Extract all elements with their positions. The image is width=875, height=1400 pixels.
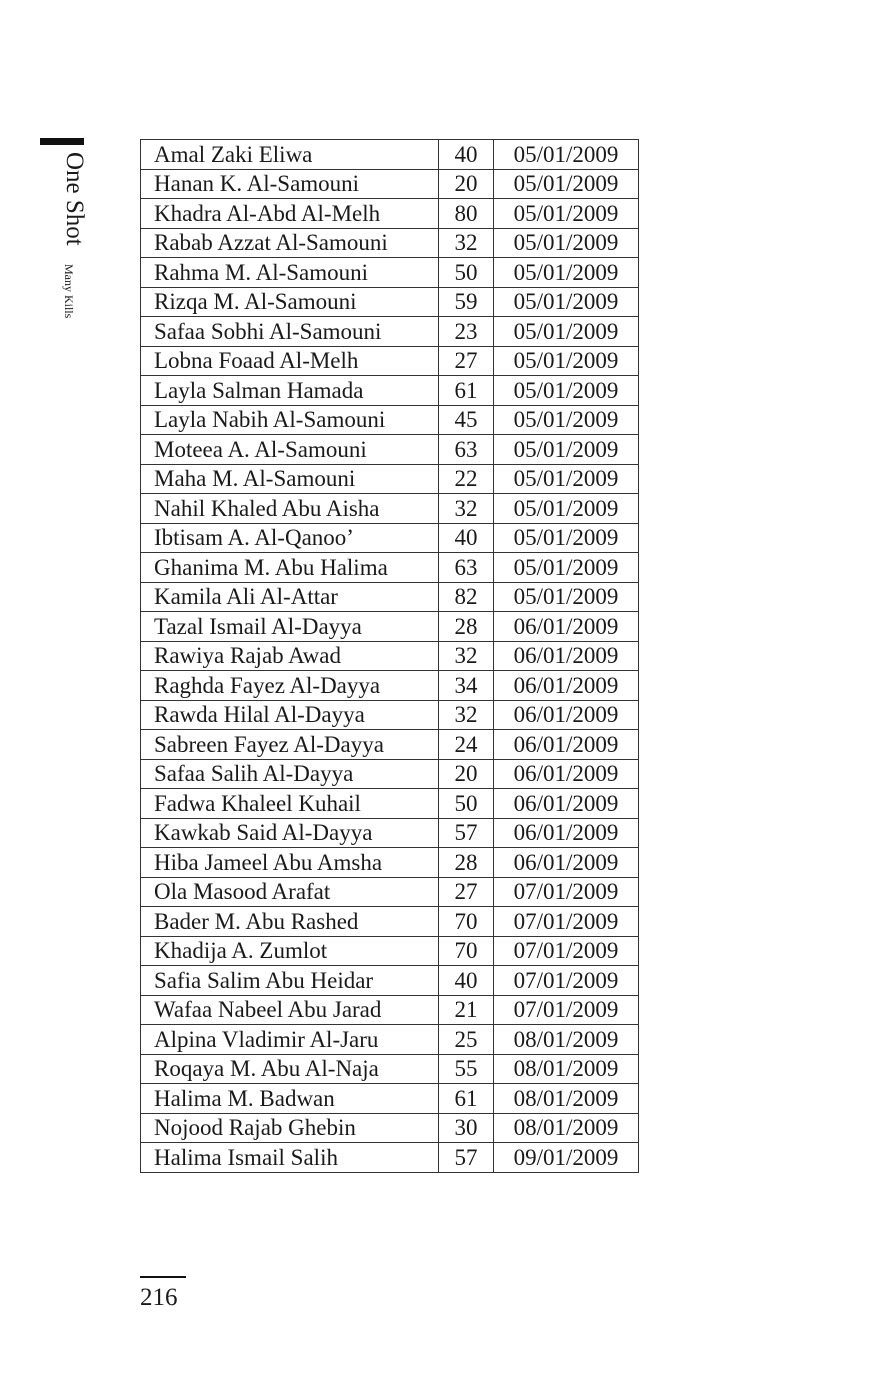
name-cell: Halima Ismail Salih bbox=[141, 1143, 439, 1173]
name-cell: Sabreen Fayez Al-Dayya bbox=[141, 730, 439, 760]
age-cell: 28 bbox=[439, 848, 494, 878]
running-head-subtitle: Many Kills bbox=[62, 264, 76, 319]
date-cell: 08/01/2009 bbox=[494, 1054, 639, 1084]
table-row bbox=[141, 553, 639, 583]
name-cell: Khadija A. Zumlot bbox=[141, 936, 439, 966]
date-cell: 07/01/2009 bbox=[494, 907, 639, 937]
age-cell: 70 bbox=[439, 936, 494, 966]
date-cell: 06/01/2009 bbox=[494, 818, 639, 848]
date-cell: 05/01/2009 bbox=[494, 523, 639, 553]
name-cell: Rahma M. Al-Samouni bbox=[141, 258, 439, 288]
name-cell: Rabab Azzat Al-Samouni bbox=[141, 228, 439, 258]
age-cell: 25 bbox=[439, 1025, 494, 1055]
table-row bbox=[141, 641, 639, 671]
table-row bbox=[141, 730, 639, 760]
victims-table bbox=[140, 139, 639, 1173]
table-row bbox=[141, 376, 639, 406]
name-cell: Kamila Ali Al-Attar bbox=[141, 582, 439, 612]
age-cell: 57 bbox=[439, 1143, 494, 1173]
age-cell: 28 bbox=[439, 612, 494, 642]
table-row bbox=[141, 169, 639, 199]
table-row bbox=[141, 759, 639, 789]
table-row bbox=[141, 848, 639, 878]
age-cell: 32 bbox=[439, 228, 494, 258]
date-cell: 05/01/2009 bbox=[494, 287, 639, 317]
name-cell: Ibtisam A. Al-Qanoo’ bbox=[141, 523, 439, 553]
age-cell: 61 bbox=[439, 1084, 494, 1114]
name-cell: Amal Zaki Eliwa bbox=[141, 140, 439, 170]
name-cell: Nahil Khaled Abu Aisha bbox=[141, 494, 439, 524]
age-cell: 32 bbox=[439, 494, 494, 524]
age-cell: 63 bbox=[439, 553, 494, 583]
name-cell: Lobna Foaad Al-Melh bbox=[141, 346, 439, 376]
table-row bbox=[141, 1025, 639, 1055]
name-cell: Halima M. Badwan bbox=[141, 1084, 439, 1114]
running-head-bar bbox=[40, 138, 84, 145]
name-cell: Safaa Salih Al-Dayya bbox=[141, 759, 439, 789]
page-number-rule bbox=[140, 1276, 186, 1278]
table-row bbox=[141, 700, 639, 730]
age-cell: 40 bbox=[439, 140, 494, 170]
table-row bbox=[141, 405, 639, 435]
age-cell: 27 bbox=[439, 877, 494, 907]
date-cell: 05/01/2009 bbox=[494, 405, 639, 435]
age-cell: 22 bbox=[439, 464, 494, 494]
table-row bbox=[141, 494, 639, 524]
running-head-title: One Shot bbox=[61, 152, 88, 246]
age-cell: 30 bbox=[439, 1113, 494, 1143]
age-cell: 20 bbox=[439, 759, 494, 789]
age-cell: 45 bbox=[439, 405, 494, 435]
age-cell: 50 bbox=[439, 258, 494, 288]
date-cell: 07/01/2009 bbox=[494, 877, 639, 907]
table-row bbox=[141, 464, 639, 494]
date-cell: 07/01/2009 bbox=[494, 995, 639, 1025]
name-cell: Layla Salman Hamada bbox=[141, 376, 439, 406]
date-cell: 08/01/2009 bbox=[494, 1084, 639, 1114]
table-row bbox=[141, 199, 639, 229]
date-cell: 06/01/2009 bbox=[494, 671, 639, 701]
date-cell: 06/01/2009 bbox=[494, 700, 639, 730]
table-row bbox=[141, 582, 639, 612]
date-cell: 05/01/2009 bbox=[494, 228, 639, 258]
running-head bbox=[36, 138, 86, 358]
name-cell: Rawiya Rajab Awad bbox=[141, 641, 439, 671]
date-cell: 08/01/2009 bbox=[494, 1025, 639, 1055]
age-cell: 32 bbox=[439, 700, 494, 730]
age-cell: 55 bbox=[439, 1054, 494, 1084]
table-row bbox=[141, 287, 639, 317]
date-cell: 06/01/2009 bbox=[494, 759, 639, 789]
name-cell: Hiba Jameel Abu Amsha bbox=[141, 848, 439, 878]
table-row bbox=[141, 936, 639, 966]
date-cell: 08/01/2009 bbox=[494, 1113, 639, 1143]
table-row bbox=[141, 346, 639, 376]
date-cell: 06/01/2009 bbox=[494, 848, 639, 878]
date-cell: 05/01/2009 bbox=[494, 553, 639, 583]
name-cell: Maha M. Al-Samouni bbox=[141, 464, 439, 494]
date-cell: 05/01/2009 bbox=[494, 494, 639, 524]
table-row bbox=[141, 995, 639, 1025]
date-cell: 05/01/2009 bbox=[494, 258, 639, 288]
age-cell: 24 bbox=[439, 730, 494, 760]
age-cell: 23 bbox=[439, 317, 494, 347]
table-row bbox=[141, 1084, 639, 1114]
age-cell: 40 bbox=[439, 523, 494, 553]
age-cell: 32 bbox=[439, 641, 494, 671]
page-number: 216 bbox=[140, 1284, 178, 1311]
table-row bbox=[141, 258, 639, 288]
name-cell: Nojood Rajab Ghebin bbox=[141, 1113, 439, 1143]
name-cell: Safia Salim Abu Heidar bbox=[141, 966, 439, 996]
table-row bbox=[141, 789, 639, 819]
table-row bbox=[141, 523, 639, 553]
table-row bbox=[141, 228, 639, 258]
name-cell: Hanan K. Al-Samouni bbox=[141, 169, 439, 199]
date-cell: 07/01/2009 bbox=[494, 936, 639, 966]
table-row bbox=[141, 1054, 639, 1084]
name-cell: Alpina Vladimir Al-Jaru bbox=[141, 1025, 439, 1055]
age-cell: 40 bbox=[439, 966, 494, 996]
date-cell: 05/01/2009 bbox=[494, 582, 639, 612]
table-row bbox=[141, 317, 639, 347]
date-cell: 06/01/2009 bbox=[494, 612, 639, 642]
name-cell: Bader M. Abu Rashed bbox=[141, 907, 439, 937]
date-cell: 06/01/2009 bbox=[494, 789, 639, 819]
name-cell: Tazal Ismail Al-Dayya bbox=[141, 612, 439, 642]
name-cell: Kawkab Said Al-Dayya bbox=[141, 818, 439, 848]
name-cell: Wafaa Nabeel Abu Jarad bbox=[141, 995, 439, 1025]
age-cell: 63 bbox=[439, 435, 494, 465]
name-cell: Khadra Al-Abd Al-Melh bbox=[141, 199, 439, 229]
age-cell: 34 bbox=[439, 671, 494, 701]
name-cell: Ghanima M. Abu Halima bbox=[141, 553, 439, 583]
date-cell: 05/01/2009 bbox=[494, 435, 639, 465]
date-cell: 07/01/2009 bbox=[494, 966, 639, 996]
name-cell: Moteea A. Al-Samouni bbox=[141, 435, 439, 465]
age-cell: 80 bbox=[439, 199, 494, 229]
age-cell: 61 bbox=[439, 376, 494, 406]
age-cell: 20 bbox=[439, 169, 494, 199]
age-cell: 50 bbox=[439, 789, 494, 819]
age-cell: 57 bbox=[439, 818, 494, 848]
name-cell: Layla Nabih Al-Samouni bbox=[141, 405, 439, 435]
date-cell: 06/01/2009 bbox=[494, 730, 639, 760]
name-cell: Raghda Fayez Al-Dayya bbox=[141, 671, 439, 701]
name-cell: Fadwa Khaleel Kuhail bbox=[141, 789, 439, 819]
date-cell: 06/01/2009 bbox=[494, 641, 639, 671]
age-cell: 82 bbox=[439, 582, 494, 612]
table-row bbox=[141, 140, 639, 170]
age-cell: 70 bbox=[439, 907, 494, 937]
date-cell: 09/01/2009 bbox=[494, 1143, 639, 1173]
date-cell: 05/01/2009 bbox=[494, 464, 639, 494]
table-row bbox=[141, 907, 639, 937]
table-row bbox=[141, 671, 639, 701]
table-body bbox=[141, 140, 639, 1173]
table-row bbox=[141, 1143, 639, 1173]
name-cell: Rawda Hilal Al-Dayya bbox=[141, 700, 439, 730]
date-cell: 05/01/2009 bbox=[494, 140, 639, 170]
date-cell: 05/01/2009 bbox=[494, 169, 639, 199]
table-row bbox=[141, 966, 639, 996]
table-row bbox=[141, 818, 639, 848]
date-cell: 05/01/2009 bbox=[494, 199, 639, 229]
name-cell: Safaa Sobhi Al-Samouni bbox=[141, 317, 439, 347]
age-cell: 59 bbox=[439, 287, 494, 317]
date-cell: 05/01/2009 bbox=[494, 346, 639, 376]
table-row bbox=[141, 435, 639, 465]
name-cell: Ola Masood Arafat bbox=[141, 877, 439, 907]
age-cell: 27 bbox=[439, 346, 494, 376]
date-cell: 05/01/2009 bbox=[494, 317, 639, 347]
age-cell: 21 bbox=[439, 995, 494, 1025]
table-row bbox=[141, 877, 639, 907]
name-cell: Roqaya M. Abu Al-Naja bbox=[141, 1054, 439, 1084]
date-cell: 05/01/2009 bbox=[494, 376, 639, 406]
name-cell: Rizqa M. Al-Samouni bbox=[141, 287, 439, 317]
table-row bbox=[141, 612, 639, 642]
table-row bbox=[141, 1113, 639, 1143]
